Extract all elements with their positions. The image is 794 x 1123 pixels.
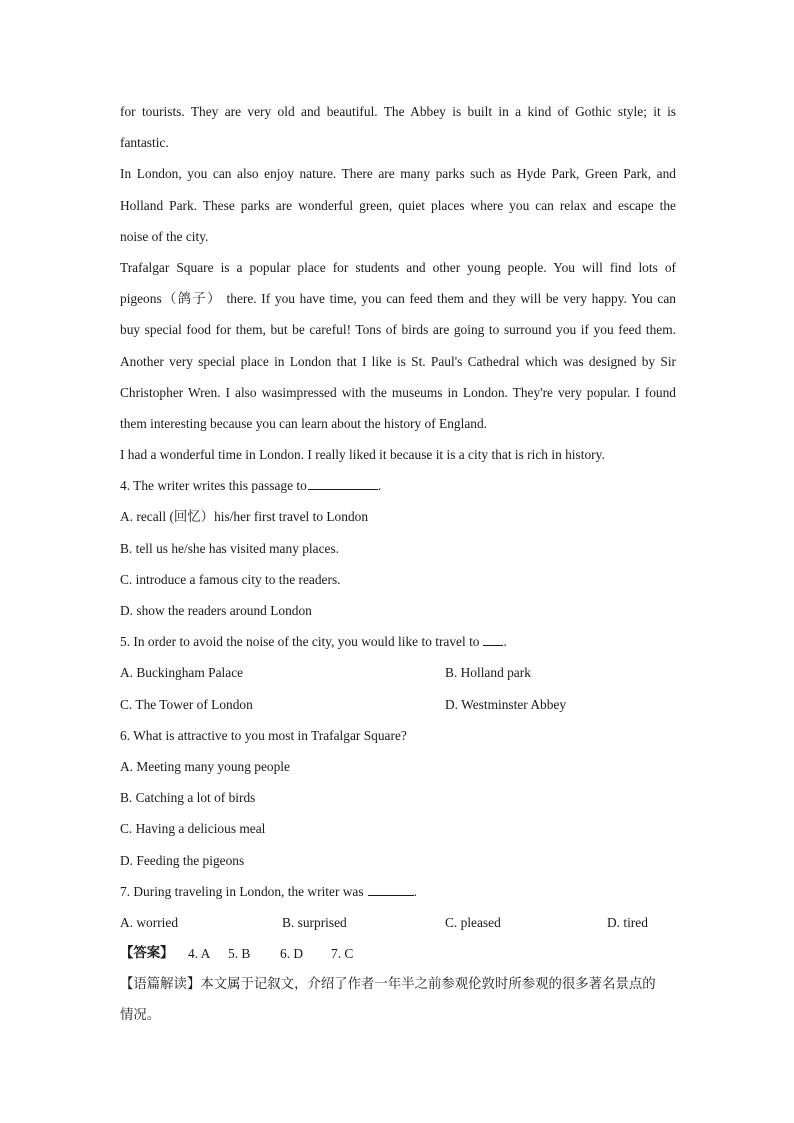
question-4-option-a: A. recall (回忆）his/her first travel to London [120,509,369,525]
passage-line: In London, you can also enjoy nature. There are many parks such as Hyde Park, Green Park, and [120,166,676,182]
question-5-option-b: B. Holland park [445,665,531,681]
passage-line: pigeons（鸽子） there. If you have time, you can feed them and they will be very happy. You can [120,291,676,307]
passage-line: I had a wonderful time in London. I really liked it because it is a city that is rich in history. [120,447,605,463]
passage-line: Trafalgar Square is a popular place for students and other young people. You will find lots of [120,259,676,275]
passage-line: buy special food for them, but be careful! Tons of birds are going to surround you if you feed them. [120,322,676,338]
question-7-options-row [120,907,676,938]
question-5-option-a: A. Buckingham Palace [120,665,244,681]
answer-blank [368,881,414,896]
question-4-stem: 4. The writer writes this passage to [120,478,307,494]
passage-line: for tourists. They are very old and beautiful. The Abbey is built in a kind of Gothic style; it is [120,104,676,119]
answer-5: 5. B [228,946,251,962]
question-5-options-row-1 [120,657,676,688]
question-7-stem: 7. During traveling in London, the writer was [120,883,364,899]
question-4-option-d: D. show the readers around London [120,603,312,618]
question-6-stem: 6. What is attractive to you most in Trafalgar Square? [120,727,407,743]
question-7-option-a: A. worried [120,914,179,930]
question-4-option-b: B. tell us he/she has visited many places. [120,540,340,556]
passage-line: fantastic. [120,135,169,151]
question-6-option-b: B. Catching a lot of birds [120,790,256,806]
question-7-option-c: C. pleased [445,914,501,930]
question-6-option-a: A. Meeting many young people [120,758,290,774]
question-5-option-c: C. The Tower of London [120,696,253,712]
answer-label: 【答案】 [120,946,174,962]
question-6-option-c: C. Having a delicious meal [120,821,266,837]
passage-line: Another very special place in London that I like is St. Paul's Cathedral which was designed by Sir [120,353,676,369]
passage-line: them interesting because you can learn about the history of England. [120,415,488,431]
reading-passage [120,96,676,470]
passage-line: Christopher Wren. I also wasimpressed with the museums in London. They're very popular. I found [120,384,676,400]
analysis-line-2: 情况。 [120,1008,161,1024]
question-7-option-b: B. surprised [282,914,347,930]
passage-line: noise of the city. [120,228,209,244]
answer-7: 7. C [331,946,354,962]
question-5-stem: 5. In order to avoid the noise of the city, you would like to travel to [120,634,480,650]
question-6-option-d: D. Feeding the pigeons [120,852,245,868]
question-7: 7. During traveling in London, the writer was . [120,876,676,907]
answer-key [120,938,676,969]
answer-4: 4. A [188,946,211,962]
answer-blank [483,631,503,646]
question-5: 5. In order to avoid the noise of the city, you would like to travel to . [120,626,676,657]
answer-blank [308,475,378,490]
question-5-options-row-2 [120,689,676,720]
document-page [120,96,676,1032]
question-4-option-c: C. introduce a famous city to the readers. [120,571,341,587]
answer-6: 6. D [280,946,304,962]
question-4: 4. The writer writes this passage to . [120,470,676,501]
analysis-line-1: 【语篇解读】本文属于记叙文，介绍了作者一年半之前参观伦敦时所参观的很多著名景点的 [120,977,656,993]
passage-line: Holland Park. These parks are wonderful green, quiet places where you can relax and escape the [120,197,676,213]
question-5-option-d: D. Westminster Abbey [445,696,567,712]
question-7-option-d: D. tired [607,914,648,930]
